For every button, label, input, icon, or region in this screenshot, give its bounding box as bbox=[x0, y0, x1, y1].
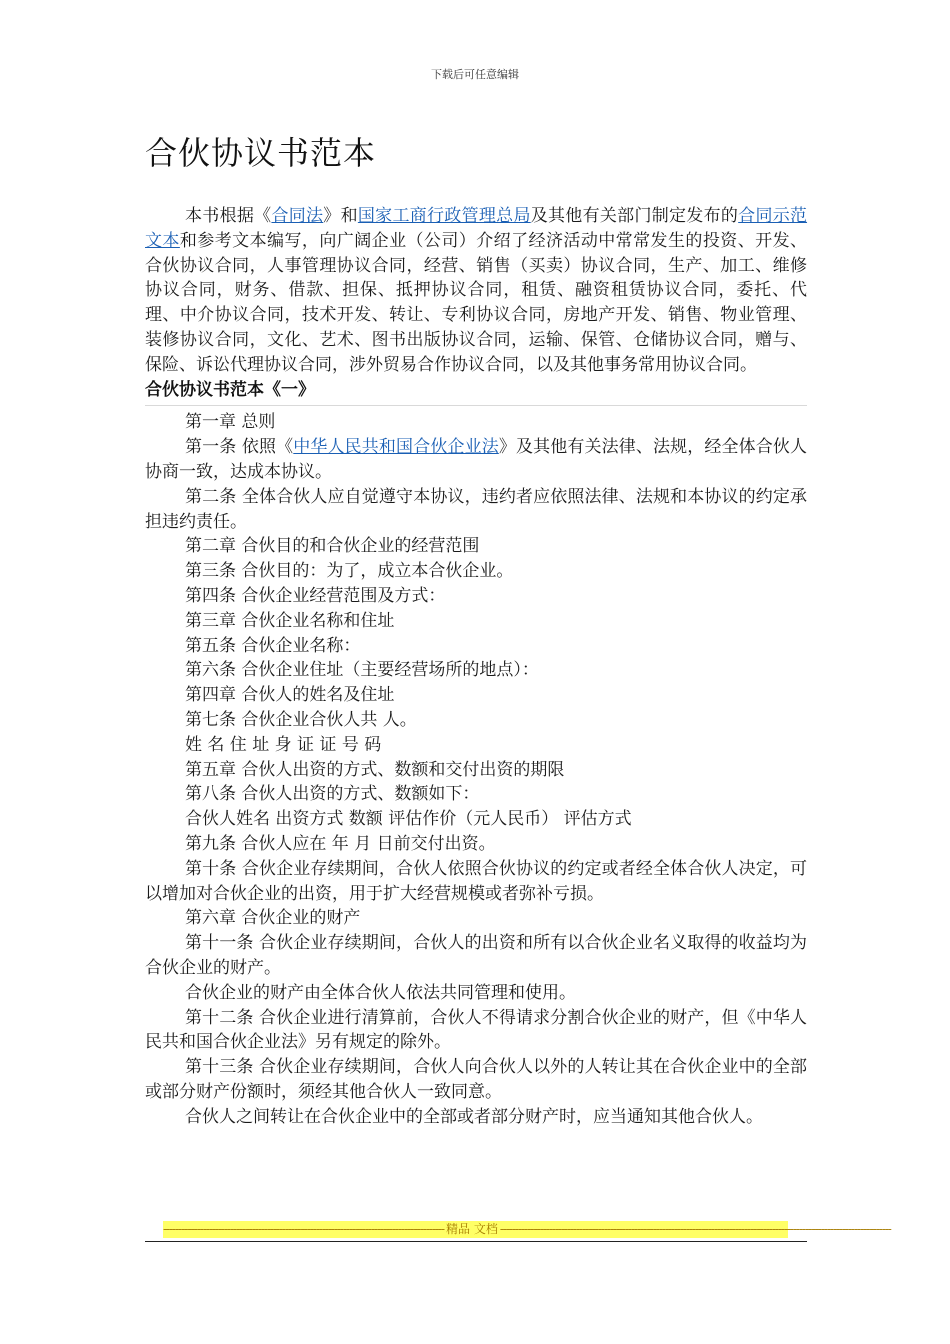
paragraph: 第八条 合伙人出资的方式、数额如下： bbox=[185, 784, 480, 805]
section-heading: 合伙协议书范本《一》 bbox=[145, 378, 807, 407]
link-model-contract[interactable]: 合同示范文本 bbox=[145, 206, 808, 251]
paragraph: 第三章 合伙企业名称和住址 bbox=[185, 610, 395, 631]
paragraph: 第十三条 合伙企业存续期间，合伙人向合伙人以外的人转让其在合伙企业中的全部或部分财产份额时，须经其他合伙人一致同意。 bbox=[145, 1057, 807, 1102]
intro-paragraph bbox=[145, 204, 807, 378]
document-body bbox=[145, 204, 807, 1129]
footer-divider bbox=[145, 1241, 807, 1242]
footer-band bbox=[163, 1221, 891, 1238]
agreement-body bbox=[145, 410, 807, 1129]
paragraph: 姓 名 住 址 身 证 证 号 码 bbox=[185, 734, 382, 755]
footer-dash-right: -------------------------------------------------------------------------------------------------------------------------------- bbox=[499, 1222, 891, 1236]
link-contract-law[interactable]: 合同法 bbox=[271, 206, 324, 226]
paragraph: 第九条 合伙人应在 年 月 日前交付出资。 bbox=[185, 833, 496, 854]
paragraph: 第四条 合伙企业经营范围及方式： bbox=[185, 585, 446, 606]
article-1 bbox=[145, 435, 807, 485]
article-1-text: 第一条 依照《 bbox=[185, 437, 294, 458]
paragraph: 第五条 合伙企业名称： bbox=[185, 635, 361, 656]
paragraph: 第六章 合伙企业的财产 bbox=[185, 908, 361, 929]
paragraph: 第二条 全体合伙人应自觉遵守本协议，违约者应依照法律、法规和本协议的约定承担违约责任。 bbox=[145, 486, 807, 532]
intro-text-4: 和参考文本编写，向广阔企业（公司）介绍了经济活动中常常发生的投资、开发、合伙协议合同，人事管理协议合同，经营、销售（买卖）协议合同，生产、加工、维修协议合同，财务、借款、担保、抵押协议合同，租赁、融资租赁协议合同，委托、代理、中介协议合同，技术开发、转让、专利协议合同，房地产开发、销售、物业管理、装修协议合同，文化、艺术、图书出版协议合同，运输、保管、仓储协议合同，赠与、保险、诉讼代理协议合同，涉外贸易合作协议合同，以及其他事务常用协议合同。 bbox=[145, 230, 808, 375]
paragraph: 第十一条 合伙企业存续期间，合伙人的出资和所有以合伙企业名义取得的收益均为合伙企业的财产。 bbox=[145, 933, 807, 978]
footer-label: 精品 文档 bbox=[446, 1222, 498, 1236]
paragraph: 第六条 合伙企业住址（主要经营场所的地点）： bbox=[185, 660, 539, 681]
paragraph: 第三条 合伙目的：为了，成立本合伙企业。 bbox=[185, 561, 514, 582]
footer-dash-left: -------------------------------------------------------------------------------------------- bbox=[163, 1222, 445, 1236]
intro-text-2: 》和 bbox=[323, 206, 358, 226]
paragraph: 第七条 合伙企业合伙人共 人。 bbox=[185, 709, 417, 730]
paragraph: 第二章 合伙目的和合伙企业的经营范围 bbox=[185, 536, 480, 557]
paragraph: 第五章 合伙人出资的方式、数额和交付出资的期限 bbox=[185, 759, 565, 780]
chapter-heading: 第一章 总则 bbox=[185, 412, 276, 433]
page-header: 下载后可任意编辑 bbox=[431, 68, 519, 81]
article-1-text-end: 》及其他有关法律、法规，经全体合伙人协商一致，达成本协议。 bbox=[145, 437, 807, 482]
paragraph: 合伙人之间转让在合伙企业中的全部或者部分财产时，应当通知其他合伙人。 bbox=[185, 1106, 763, 1127]
paragraph: 第四章 合伙人的姓名及住址 bbox=[185, 685, 395, 706]
intro-text-3: 及其他有关部门制定发布的 bbox=[530, 206, 739, 226]
document-title: 合伙协议书范本 bbox=[145, 134, 377, 172]
paragraph: 第十条 合伙企业存续期间，合伙人依照合伙协议的约定或者经全体合伙人决定，可以增加对合伙企业的出资，用于扩大经营规模或者弥补亏损。 bbox=[145, 858, 807, 904]
link-saic[interactable]: 国家工商行政管理总局 bbox=[357, 206, 531, 226]
paragraph: 第十二条 合伙企业进行清算前，合伙人不得请求分割合伙企业的财产，但《中华人民共和国合伙企业法》另有规定的除外。 bbox=[145, 1007, 807, 1053]
paragraph: 合伙企业的财产由全体合伙人依法共同管理和使用。 bbox=[185, 982, 576, 1003]
link-partnership-law[interactable]: 中华人民共和国合伙企业法 bbox=[293, 437, 499, 458]
intro-text-1: 本书根据《 bbox=[185, 206, 272, 226]
paragraph: 合伙人姓名 出资方式 数额 评估作价（元人民币） 评估方式 bbox=[185, 809, 632, 830]
